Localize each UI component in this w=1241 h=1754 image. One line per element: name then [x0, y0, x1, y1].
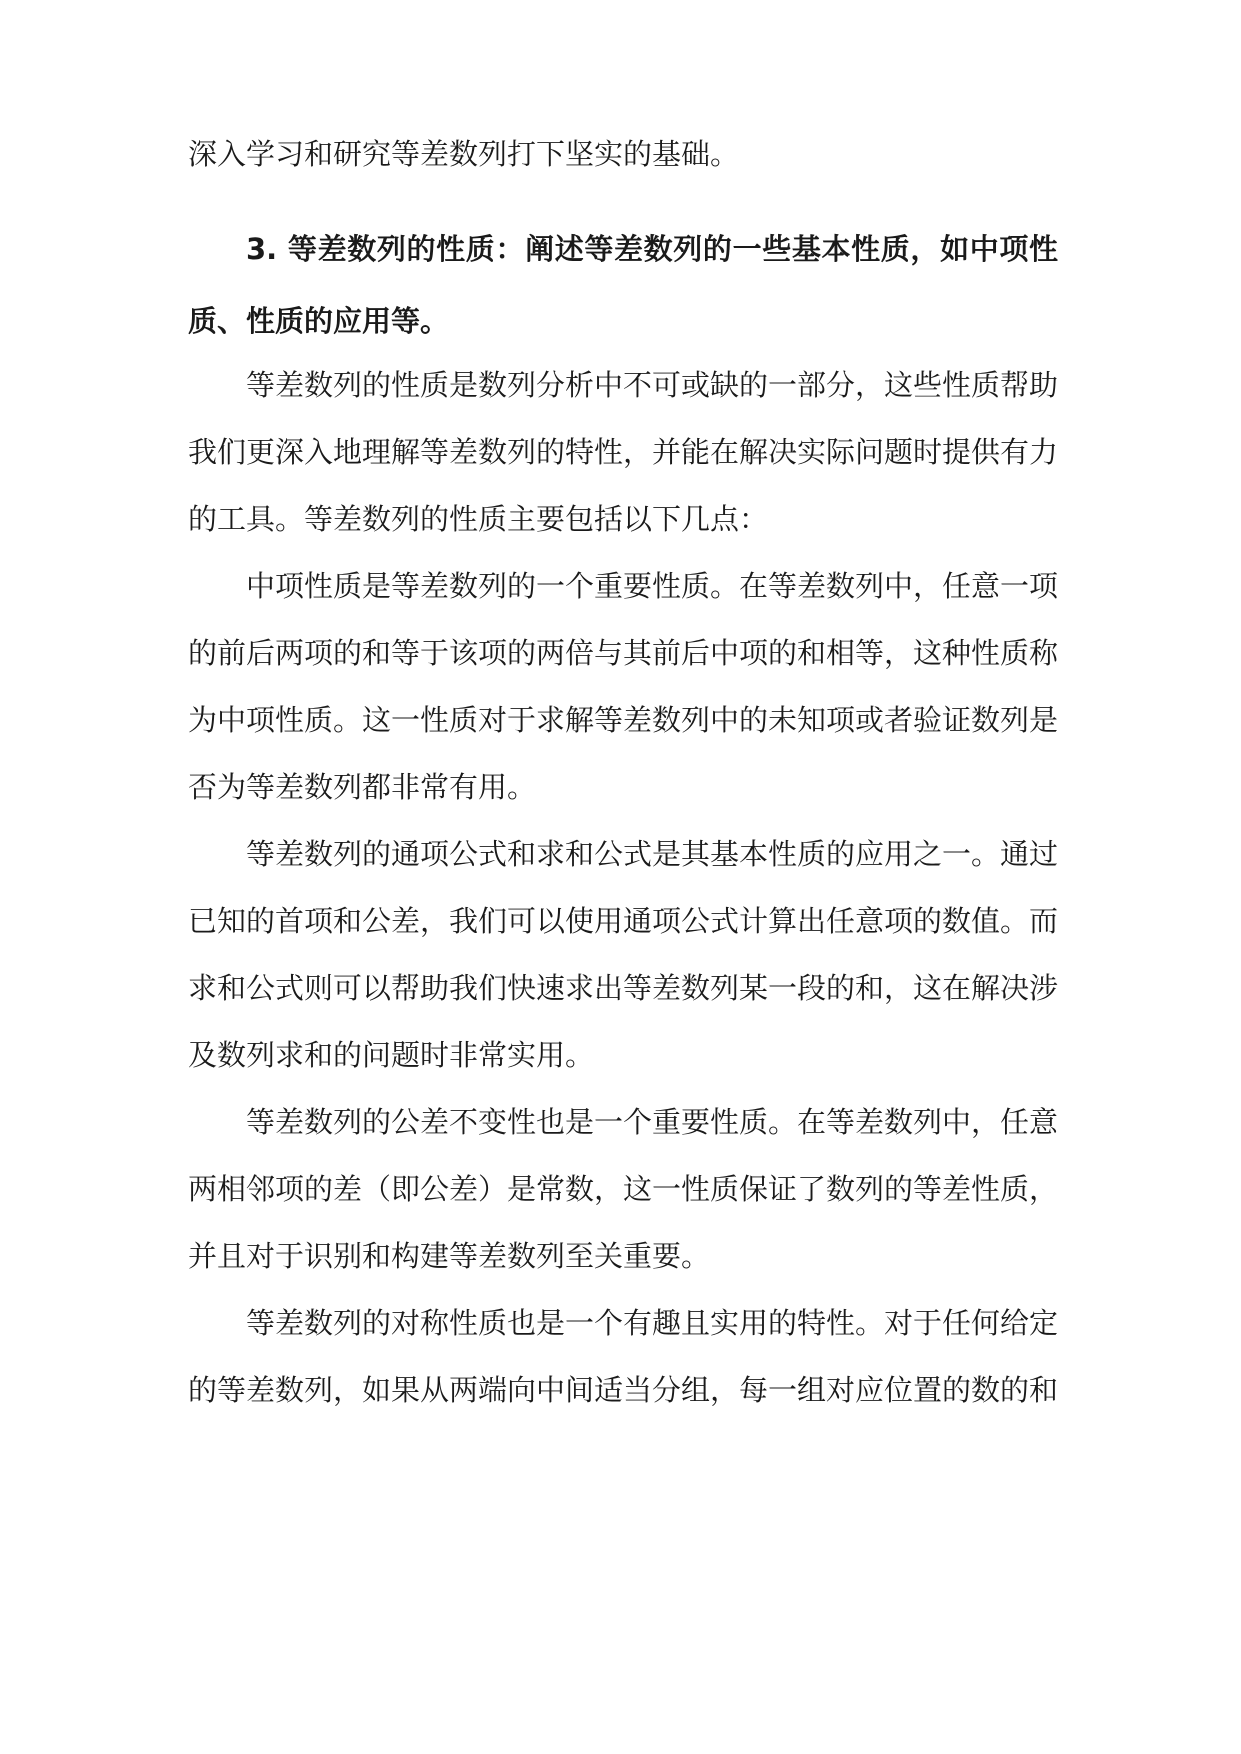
- paragraph-line: 的工具。等差数列的性质主要包括以下几点：: [188, 502, 769, 536]
- paragraph-line: 中项性质是等差数列的一个重要性质。在等差数列中，任意一项: [246, 569, 1058, 603]
- paragraph-line: 为中项性质。这一性质对于求解等差数列中的未知项或者验证数列是: [188, 703, 1058, 737]
- section-heading-line: 3. 等差数列的性质：阐述等差数列的一些基本性质，如中项性: [246, 232, 1058, 266]
- paragraph-line: 等差数列的性质是数列分析中不可或缺的一部分，这些性质帮助: [246, 368, 1058, 402]
- paragraph-line: 的前后两项的和等于该项的两倍与其前后中项的和相等，这种性质称: [188, 636, 1058, 670]
- paragraph-line: 求和公式则可以帮助我们快速求出等差数列某一段的和，这在解决涉: [188, 971, 1058, 1005]
- paragraph-line: 及数列求和的问题时非常实用。: [188, 1038, 595, 1072]
- paragraph-line: 等差数列的公差不变性也是一个重要性质。在等差数列中，任意: [246, 1105, 1058, 1139]
- paragraph-line: 深入学习和研究等差数列打下坚实的基础。: [188, 137, 740, 171]
- paragraph-line: 等差数列的通项公式和求和公式是其基本性质的应用之一。通过: [246, 837, 1058, 871]
- paragraph-line: 否为等差数列都非常有用。: [188, 770, 537, 804]
- paragraph-line: 两相邻项的差（即公差）是常数，这一性质保证了数列的等差性质，: [188, 1172, 1058, 1206]
- paragraph-line: 并且对于识别和构建等差数列至关重要。: [188, 1239, 711, 1273]
- section-heading-line: 质、性质的应用等。: [188, 304, 450, 338]
- paragraph-line: 已知的首项和公差，我们可以使用通项公式计算出任意项的数值。而: [188, 904, 1058, 938]
- paragraph-line: 的等差数列，如果从两端向中间适当分组，每一组对应位置的数的和: [188, 1373, 1058, 1407]
- paragraph-line: 等差数列的对称性质也是一个有趣且实用的特性。对于任何给定: [246, 1306, 1058, 1340]
- paragraph-line: 我们更深入地理解等差数列的特性，并能在解决实际问题时提供有力: [188, 435, 1058, 469]
